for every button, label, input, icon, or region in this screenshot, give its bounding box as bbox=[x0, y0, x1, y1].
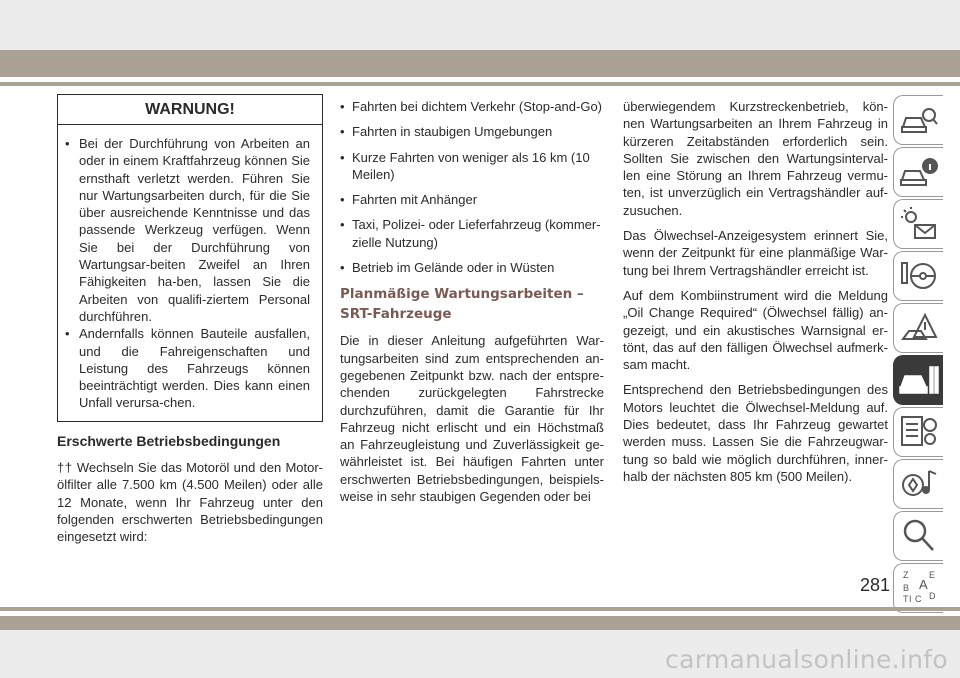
paragraph: Das Ölwechsel-Anzeigesystem erinnert Sie, wenn der Zeitpunkt für eine planmäßige War-tung bei Ihrem Vertragshändler erreicht ist. bbox=[623, 228, 888, 278]
car-search-icon bbox=[899, 101, 939, 139]
list-item: • Fahrten in staubigen Umgebungen bbox=[340, 123, 604, 140]
subheading-severe-conditions: Erschwerte Betriebsbedingungen bbox=[57, 432, 281, 449]
list-item: • Kurze Fahrten von weniger als 16 km (10 Meilen) bbox=[340, 149, 604, 184]
section-heading-line-2: SRT-Fahrzeuge bbox=[340, 306, 452, 323]
index-letters-icon bbox=[899, 569, 939, 607]
top-band bbox=[0, 50, 960, 77]
paragraph: Entsprechend den Betriebsbedingungen des Motors leuchtet die Ölwechsel-Meldung auf. Dies bedeutet, dass Ihr Fahrzeug gewartet werden muss. Lassen Sie die Fahrzeugwar-tung so bald wie möglich durchführen, inner-halb der nächsten 805 km (500 Meilen). bbox=[623, 382, 888, 484]
svg-text:A: A bbox=[918, 577, 928, 592]
magnifier-icon bbox=[899, 517, 939, 555]
warning-title: WARNUNG! bbox=[58, 95, 322, 125]
chapter-tabs bbox=[893, 95, 945, 615]
section-heading bbox=[340, 284, 604, 324]
section-heading-line-1: Planmäßige Wartungsarbeiten – bbox=[340, 286, 584, 303]
tab-car-tools[interactable] bbox=[893, 355, 943, 405]
column-3 bbox=[623, 98, 888, 493]
tab-light-mail[interactable] bbox=[893, 199, 943, 249]
tab-car-search[interactable] bbox=[893, 95, 943, 145]
tab-steering-wheel[interactable] bbox=[893, 251, 943, 301]
steering-wheel-icon bbox=[899, 257, 939, 295]
warning-bullet: • Andernfalls können Bauteile ausfallen, und die Fahreigenschaften und Leistung des Fahrzeugs können beeinträchtigt werden. Dies kann einen Unfall verursa-chen. bbox=[65, 325, 310, 411]
list-item: • Taxi, Polizei- oder Lieferfahrzeug (kommer-zielle Nutzung) bbox=[340, 216, 604, 251]
tab-magnifier[interactable] bbox=[893, 511, 943, 561]
list-item: • Fahrten bei dichtem Verkehr (Stop-and-Go) bbox=[340, 98, 604, 115]
warning-box bbox=[57, 94, 323, 422]
tab-index[interactable] bbox=[893, 563, 943, 613]
bottom-rule bbox=[0, 607, 960, 611]
paragraph-maintenance: Die in dieser Anleitung aufgeführten War-tungsarbeiten sind zum entsprechenden an-gegebenen Zeitpunkt bzw. nach der entspre-chenden zurückgelegten Fahrstrecke durchzuführen, damit die Garantie für Ihr Fahrzeug nicht erlischt und ein Höchstmaß an Fahrzeugleistung und Zuverlässigkeit ge-währleistet ist. Bei häufigen Fahrten unter erschwerten Betriebsbedingungen, beispiels-weise in sehr staubigen Gegenden oder bei bbox=[340, 333, 604, 505]
hazard-car-icon bbox=[899, 309, 939, 347]
svg-text:D: D bbox=[928, 591, 935, 601]
watermark: carmanualsonline.info bbox=[665, 645, 948, 674]
warning-list bbox=[58, 135, 322, 412]
top-margin bbox=[0, 0, 960, 50]
tab-car-info[interactable] bbox=[893, 147, 943, 197]
light-mail-icon bbox=[899, 205, 939, 243]
column-1 bbox=[57, 94, 323, 554]
paragraph-oil-change: †† Wechseln Sie das Motoröl und den Motor-ölfilter alle 7.500 km (4.500 Meilen) oder alle 12 Monate, wenn Ihr Fahrzeug unter den folgenden erschwerten Betriebsbedingungen eingesetzt wird: bbox=[57, 460, 323, 545]
paragraph: Auf dem Kombiinstrument wird die Meldung „Oil Change Required“ (Ölwechsel fällig) an-gezeigt, und ein akustisches Warnsignal er-tönt, das auf den fälligen Ölwechsel aufmerk-sam macht. bbox=[623, 287, 888, 373]
svg-text:I: I bbox=[908, 594, 912, 604]
column-2 bbox=[340, 98, 604, 513]
conditions-list bbox=[340, 98, 604, 276]
svg-text:T: T bbox=[902, 594, 908, 604]
page-number: 281 bbox=[860, 575, 891, 595]
music-nav-icon bbox=[899, 465, 939, 503]
list-item: • Fahrten mit Anhänger bbox=[340, 191, 604, 208]
tab-hazard-car[interactable] bbox=[893, 303, 943, 353]
car-info-icon bbox=[899, 153, 939, 191]
svg-text:B: B bbox=[902, 583, 909, 593]
list-gear-icon bbox=[899, 413, 939, 451]
warning-bullet: • Bei der Durchführung von Arbeiten an oder in einem Kraftfahrzeug können Sie ernsthaft verletzt werden. Führen Sie nur Wartungsarbeiten durch, für die Sie über ausreichende Kenntnisse und das passende Werkzeug verfügen. Wenn Sie bei der Durchführung von Wartungsar-beiten Zweifel an Ihren Fähigkeiten ha-ben, lassen Sie die Arbeiten von qualifi-ziertem Personal durchführen. bbox=[65, 135, 310, 325]
svg-text:C: C bbox=[914, 594, 921, 604]
bottom-band bbox=[0, 616, 960, 630]
list-item: • Betrieb im Gelände oder in Wüsten bbox=[340, 259, 604, 276]
tab-list-gear[interactable] bbox=[893, 407, 943, 457]
svg-text:E: E bbox=[928, 570, 935, 580]
svg-text:Z: Z bbox=[902, 570, 908, 580]
top-rule bbox=[0, 82, 960, 86]
car-tools-icon bbox=[899, 361, 939, 399]
tab-music-nav[interactable] bbox=[893, 459, 943, 509]
paragraph: überwiegendem Kurzstreckenbetrieb, kön-nen Wartungsarbeiten an Ihrem Fahrzeug in kürzeren Zeitabständen erforderlich sein. Sollten Sie zwischen den Wartungsinterval-len eine Störung an Ihrem Fahrzeug vermu-ten, ist unverzüglich ein Vertragshändler auf-zusuchen. bbox=[623, 99, 888, 218]
